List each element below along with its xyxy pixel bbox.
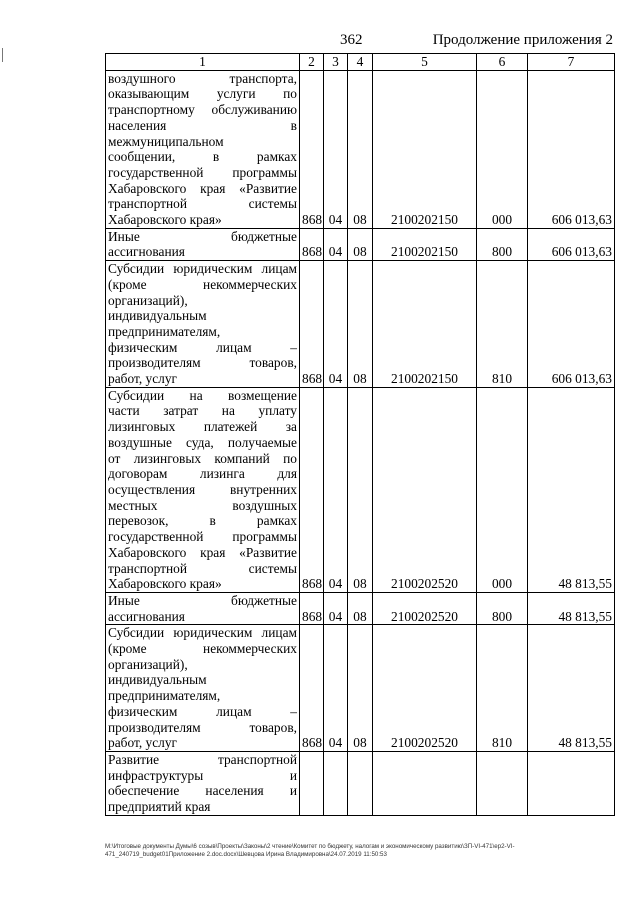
table-row <box>106 228 615 260</box>
target-article-code: 2100202150 <box>373 261 477 388</box>
description-line: Хабаровского края «Развитие <box>108 180 297 196</box>
column-header: 6 <box>477 54 528 71</box>
description-line: производителям товаров, <box>108 719 297 735</box>
description-line: осуществления внутренних <box>108 481 297 497</box>
table-row <box>106 387 615 592</box>
subsection-code: 08 <box>348 228 373 260</box>
amount <box>528 751 615 815</box>
description-line: договорам лизинга для <box>108 466 297 482</box>
column-header: 4 <box>348 54 373 71</box>
footer-line: М:\Итоговые документы Думы\6 созыв\Проекты\Законы\2 чтение\Комитет по бюджету, налогам и экономическому развитию\ЗП-VI-471\ep2-VI- <box>105 843 515 850</box>
description-line: Субсидии юридическим лицам <box>108 625 297 641</box>
description-line: транспортной системы <box>108 560 297 576</box>
page-header <box>0 32 640 52</box>
table-row <box>106 261 615 388</box>
description-line: ассигнования <box>108 608 185 624</box>
amount: 606 013,63 <box>528 261 615 388</box>
subsection-code: 08 <box>348 625 373 752</box>
description-line: Развитие транспортной <box>108 751 297 767</box>
subsection-code: 08 <box>348 70 373 228</box>
target-article-code <box>373 751 477 815</box>
description-line: оказывающим услуги по <box>108 86 297 102</box>
expense-type-code: 000 <box>477 387 528 592</box>
table-row <box>106 592 615 624</box>
section-code: 04 <box>324 70 348 228</box>
amount: 48 813,55 <box>528 592 615 624</box>
section-code: 04 <box>324 228 348 260</box>
description-line: Хабаровского края «Развитие <box>108 544 297 560</box>
description-line: организаций), <box>108 292 188 308</box>
description-line: Хабаровского края» <box>108 212 222 228</box>
description-line: инфраструктуры и <box>108 767 297 783</box>
description-line: перевозок, в рамках <box>108 513 297 529</box>
row-description <box>106 261 300 388</box>
continuation-label: Продолжение приложения 2 <box>432 32 613 48</box>
description-line: индивидуальным <box>108 672 207 688</box>
description-line: производителям товаров, <box>108 355 297 371</box>
description-line: населения в <box>108 117 297 133</box>
column-header: 3 <box>324 54 348 71</box>
row-description <box>106 70 300 228</box>
subsection-code: 08 <box>348 387 373 592</box>
expense-type-code: 810 <box>477 261 528 388</box>
description-line: индивидуальным <box>108 308 207 324</box>
description-line: лизинговых платежей за <box>108 419 297 435</box>
subsection-code <box>348 751 373 815</box>
target-article-code: 2100202520 <box>373 625 477 752</box>
target-article-code: 2100202150 <box>373 70 477 228</box>
ministry-code: 868 <box>300 387 324 592</box>
description-line: Иные бюджетные <box>108 228 297 244</box>
target-article-code: 2100202520 <box>373 387 477 592</box>
target-article-code: 2100202520 <box>373 592 477 624</box>
expense-type-code: 000 <box>477 70 528 228</box>
description-line: предпринимателям, <box>108 688 221 704</box>
section-code: 04 <box>324 625 348 752</box>
expense-type-code: 800 <box>477 592 528 624</box>
ministry-code <box>300 751 324 815</box>
section-code <box>324 751 348 815</box>
description-line: обеспечение населения и <box>108 783 297 799</box>
table-row <box>106 70 615 228</box>
description-line: местных воздушных <box>108 497 297 513</box>
footer-line: 471_240719_budget01Приложение 2.doc.docx\Шевцова Ирина Владимировна\24.07.2019 11:50:53 <box>105 851 387 858</box>
table-row <box>106 751 615 815</box>
column-header: 2 <box>300 54 324 71</box>
description-line: предпринимателям, <box>108 323 221 339</box>
description-line: транспортному обслуживанию <box>108 102 297 118</box>
column-header-row <box>106 54 615 71</box>
description-line: сообщении, в рамках <box>108 149 297 165</box>
ministry-code: 868 <box>300 625 324 752</box>
description-line: от лизинговых компаний по <box>108 450 297 466</box>
ministry-code: 868 <box>300 70 324 228</box>
description-line: физическим лицам – <box>108 339 297 355</box>
description-line: организаций), <box>108 656 188 672</box>
subsection-code: 08 <box>348 592 373 624</box>
column-header: 1 <box>106 54 300 71</box>
description-line: работ, услуг <box>108 735 178 751</box>
amount: 606 013,63 <box>528 70 615 228</box>
description-line: транспортной системы <box>108 196 297 212</box>
target-article-code: 2100202150 <box>373 228 477 260</box>
amount: 48 813,55 <box>528 625 615 752</box>
section-code: 04 <box>324 261 348 388</box>
column-header: 5 <box>373 54 477 71</box>
description-line: предприятий края <box>108 799 211 815</box>
description-line: воздушного транспорта, <box>108 70 297 86</box>
row-description <box>106 387 300 592</box>
description-line: ассигнования <box>108 244 185 260</box>
description-line: (кроме некоммерческих <box>108 641 297 657</box>
description-line: работ, услуг <box>108 371 178 387</box>
subsection-code: 08 <box>348 261 373 388</box>
description-line: части затрат на уплату <box>108 403 297 419</box>
expense-type-code: 800 <box>477 228 528 260</box>
table-row <box>106 625 615 752</box>
row-description <box>106 625 300 752</box>
description-line: Субсидии на возмещение <box>108 387 297 403</box>
row-description <box>106 228 300 260</box>
row-description <box>106 592 300 624</box>
budget-table <box>105 53 615 816</box>
description-line: Хабаровского края» <box>108 576 222 592</box>
description-line: межмуниципальном <box>108 133 224 149</box>
description-line: Субсидии юридическим лицам <box>108 261 297 277</box>
description-line: физическим лицам – <box>108 703 297 719</box>
page-number: 362 <box>340 32 363 48</box>
ministry-code: 868 <box>300 261 324 388</box>
description-line: государственной программы <box>108 164 297 180</box>
amount: 48 813,55 <box>528 387 615 592</box>
description-line: государственной программы <box>108 529 297 545</box>
description-line: воздушные суда, получаемые <box>108 434 297 450</box>
section-code: 04 <box>324 387 348 592</box>
description-line: Иные бюджетные <box>108 592 297 608</box>
column-header: 7 <box>528 54 615 71</box>
ministry-code: 868 <box>300 228 324 260</box>
expense-type-code <box>477 751 528 815</box>
amount: 606 013,63 <box>528 228 615 260</box>
row-description <box>106 751 300 815</box>
table-body <box>106 70 615 815</box>
ministry-code: 868 <box>300 592 324 624</box>
section-code: 04 <box>324 592 348 624</box>
document-path-footer <box>105 843 615 859</box>
expense-type-code: 810 <box>477 625 528 752</box>
description-line: (кроме некоммерческих <box>108 276 297 292</box>
